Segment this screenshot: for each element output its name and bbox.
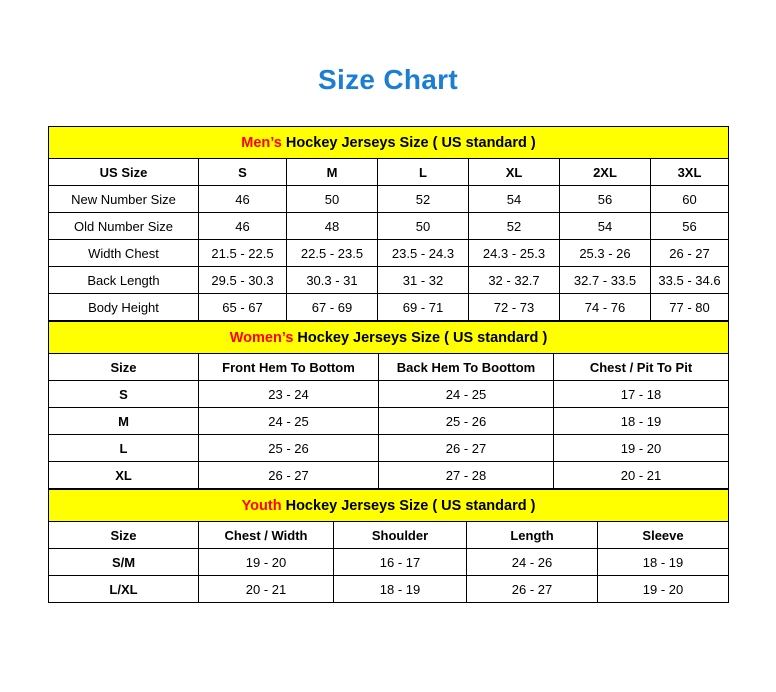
table-section-header-row [49, 490, 729, 522]
table-cell: 16 - 17 [334, 549, 467, 576]
column-header: Shoulder [334, 522, 467, 549]
table-cell: 17 - 18 [554, 381, 729, 408]
womens-section-heading [49, 322, 729, 354]
womens-size-table [48, 321, 729, 489]
column-header: US Size [49, 159, 199, 186]
row-label: Body Height [49, 294, 199, 321]
table-cell: 54 [560, 213, 651, 240]
table-cell: 19 - 20 [199, 549, 334, 576]
table-row [49, 549, 729, 576]
table-cell: 56 [651, 213, 729, 240]
youth-section-heading [49, 490, 729, 522]
table-cell: 72 - 73 [469, 294, 560, 321]
table-row [49, 381, 729, 408]
size-tables-container [48, 94, 728, 603]
table-cell: 46 [199, 213, 287, 240]
table-row [49, 294, 729, 321]
row-label: Width Chest [49, 240, 199, 267]
row-label: L [49, 435, 199, 462]
table-cell: 31 - 32 [378, 267, 469, 294]
column-header: Length [467, 522, 598, 549]
table-cell: 74 - 76 [560, 294, 651, 321]
table-cell: 24 - 25 [199, 408, 379, 435]
table-cell: 52 [469, 213, 560, 240]
table-row [49, 213, 729, 240]
table-cell: 67 - 69 [287, 294, 378, 321]
table-cell: 77 - 80 [651, 294, 729, 321]
mens-section-heading-accent: Men’s [241, 134, 282, 151]
table-header-row [49, 522, 729, 549]
row-label: New Number Size [49, 186, 199, 213]
youth-section-heading-rest: Hockey Jerseys Size ( US standard ) [281, 497, 536, 514]
mens-size-table [48, 126, 729, 321]
column-header: Back Hem To Boottom [379, 354, 554, 381]
column-header: 2XL [560, 159, 651, 186]
table-cell: 29.5 - 30.3 [199, 267, 287, 294]
table-cell: 56 [560, 186, 651, 213]
table-cell: 23 - 24 [199, 381, 379, 408]
column-header: XL [469, 159, 560, 186]
column-header: Sleeve [598, 522, 729, 549]
table-cell: 18 - 19 [554, 408, 729, 435]
row-label: Old Number Size [49, 213, 199, 240]
table-section-header-row [49, 127, 729, 159]
womens-section-heading-rest: Hockey Jerseys Size ( US standard ) [293, 329, 548, 346]
table-cell: 23.5 - 24.3 [378, 240, 469, 267]
row-label: S/M [49, 549, 199, 576]
womens-section-heading-accent: Women’s [229, 329, 294, 346]
column-header: Chest / Pit To Pit [554, 354, 729, 381]
row-label: XL [49, 462, 199, 489]
table-cell: 20 - 21 [199, 576, 334, 603]
table-cell: 25.3 - 26 [560, 240, 651, 267]
table-cell: 52 [378, 186, 469, 213]
table-cell: 32.7 - 33.5 [560, 267, 651, 294]
table-cell: 26 - 27 [467, 576, 598, 603]
table-row [49, 186, 729, 213]
table-row [49, 435, 729, 462]
table-cell: 33.5 - 34.6 [651, 267, 729, 294]
table-row [49, 576, 729, 603]
table-cell: 27 - 28 [379, 462, 554, 489]
mens-section-heading-rest: Hockey Jerseys Size ( US standard ) [281, 134, 536, 151]
table-row [49, 240, 729, 267]
table-cell: 48 [287, 213, 378, 240]
table-cell: 19 - 20 [598, 576, 729, 603]
table-row [49, 408, 729, 435]
row-label: M [49, 408, 199, 435]
row-label: S [49, 381, 199, 408]
table-cell: 24 - 25 [379, 381, 554, 408]
column-header: M [287, 159, 378, 186]
column-header: S [199, 159, 287, 186]
row-label: L/XL [49, 576, 199, 603]
table-cell: 60 [651, 186, 729, 213]
column-header: 3XL [651, 159, 729, 186]
table-cell: 65 - 67 [199, 294, 287, 321]
table-cell: 22.5 - 23.5 [287, 240, 378, 267]
column-header: Size [49, 354, 199, 381]
table-cell: 21.5 - 22.5 [199, 240, 287, 267]
table-cell: 54 [469, 186, 560, 213]
table-cell: 25 - 26 [199, 435, 379, 462]
column-header: L [378, 159, 469, 186]
row-label: Back Length [49, 267, 199, 294]
table-cell: 24.3 - 25.3 [469, 240, 560, 267]
column-header: Front Hem To Bottom [199, 354, 379, 381]
table-row [49, 462, 729, 489]
table-header-row [49, 159, 729, 186]
table-cell: 50 [287, 186, 378, 213]
table-cell: 30.3 - 31 [287, 267, 378, 294]
table-cell: 20 - 21 [554, 462, 729, 489]
table-cell: 32 - 32.7 [469, 267, 560, 294]
table-cell: 18 - 19 [334, 576, 467, 603]
table-row [49, 267, 729, 294]
column-header: Chest / Width [199, 522, 334, 549]
table-section-header-row [49, 322, 729, 354]
table-cell: 46 [199, 186, 287, 213]
youth-size-table [48, 489, 729, 603]
youth-section-heading-accent: Youth [241, 497, 282, 514]
table-cell: 26 - 27 [379, 435, 554, 462]
table-cell: 69 - 71 [378, 294, 469, 321]
table-cell: 25 - 26 [379, 408, 554, 435]
table-cell: 26 - 27 [651, 240, 729, 267]
mens-section-heading [49, 127, 729, 159]
table-cell: 19 - 20 [554, 435, 729, 462]
table-cell: 24 - 26 [467, 549, 598, 576]
table-cell: 18 - 19 [598, 549, 729, 576]
table-cell: 26 - 27 [199, 462, 379, 489]
column-header: Size [49, 522, 199, 549]
table-cell: 50 [378, 213, 469, 240]
page-title: Size Chart [318, 64, 458, 95]
table-header-row [49, 354, 729, 381]
